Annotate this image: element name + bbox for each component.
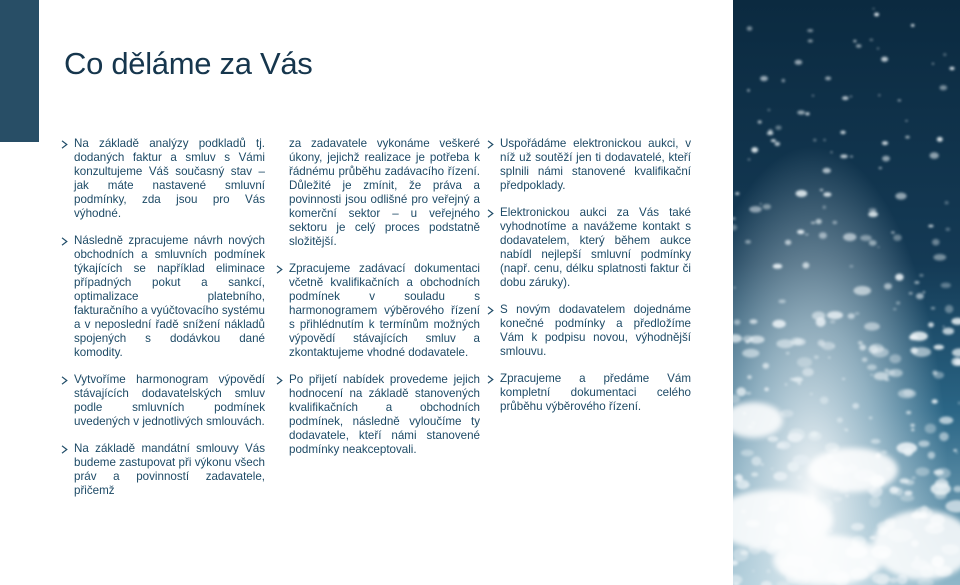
chevron-right-icon [275,265,284,274]
accent-bar [0,0,39,142]
list-item-text: Uspořádáme elektronickou aukci, v níž už soutěží jen ti dodavatelé, kteří splnili námi stanovené kvalifikační předpoklady. [500,137,691,192]
list-item-text: Zpracujeme zadávací dokumentaci včetně kvalifikačních a obchodních podmínek v souladu s harmonogramem výběrového řízení s přihlédnutím k termínům možných výpovědí stávajících smluv a zkontaktujeme vhodné dodavatele. [289,262,480,359]
list-item [486,137,691,193]
chevron-right-icon [60,445,69,454]
list-item-text: Zpracujeme a předáme Vám kompletní dokumentaci celého průběhu výběrového řízení. [500,372,691,413]
list-item [486,303,691,359]
list-item-text: S novým dodavatelem dojednáme konečné podmínky a předložíme Vám k podpisu novou, výhodnější smlouvu. [500,303,691,358]
list-item-text: Na základě analýzy podkladů tj. dodaných faktur a smluv s Vámi konzultujeme Váš současný stav – jak máte nastavené smluvní podmínky, zda jsou pro Vás výhodné. [74,137,265,220]
sea-foam-photo [733,0,960,585]
continuation-text: za zadavatele vykonáme veškeré úkony, jejichž realizace je potřeba k řádnému průběhu zadávacího řízení. Důležité je zmínit, že práva a povinnosti jsou odlišné pro veřejný a komerční sektor – u veřejného sektoru je celý proces podstatně složitější. [289,137,480,248]
chevron-right-icon [60,237,69,246]
page-title: Co děláme za Vás [64,46,313,81]
list-item-text: Následně zpracujeme návrh nových obchodních a smluvních podmínek týkajících se například eliminace případných pokut a sankcí, optimalizace platebního, fakturačního a vyúčtovacího systému a v neposlední řadě snížení nákladů spojených s dodávkou dané komodity. [74,234,265,359]
chevron-right-icon [60,140,69,149]
chevron-right-icon [486,209,495,218]
list-item-text: Elektronickou aukci za Vás také vyhodnotíme a navážeme kontakt s dodavatelem, který během aukce nabídl nejlepší smluvní podmínky (např. cenu, délku splatnosti faktur či dobu záruky). [500,206,691,289]
list-item [486,372,691,414]
list-item [486,206,691,290]
list-item [60,442,265,498]
column-3 [486,137,691,427]
list-item [275,262,480,360]
chevron-right-icon [486,306,495,315]
list-item [275,373,480,457]
chevron-right-icon [275,376,284,385]
list-item [60,137,265,221]
list-item [60,234,265,360]
chevron-right-icon [60,376,69,385]
list-item-text: Na základě mandátní smlouvy Vás budeme zastupovat při výkonu všech práv a povinností zadavatele, přičemž [74,442,265,497]
list-item-text: Po přijetí nabídek provedeme jejich hodnocení na základě stanovených kvalifikačních a obchodních podmínek, následně vyloučíme ty dodavatele, kteří námi stanovené podmínky neakceptovali. [289,373,480,456]
list-item [60,373,265,429]
chevron-right-icon [486,140,495,149]
chevron-right-icon [486,375,495,384]
column-1 [60,137,265,511]
column-2 [275,137,480,470]
list-item-text: Vytvoříme harmonogram výpovědí stávajících dodavatelských smluv podle smluvních podmínek uvedených v jednotlivých smlouvách. [74,373,265,428]
